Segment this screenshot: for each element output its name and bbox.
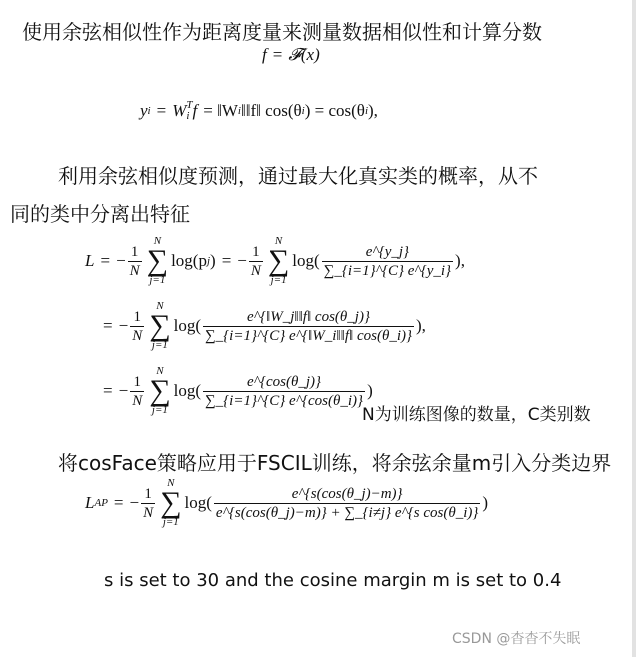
denominator: e^{s(cos(θ_j)−m)} + ∑_{i≠j} e^{s cos(θ_i)}: [215, 504, 479, 521]
eq-y-f: f: [192, 101, 198, 120]
loss-eq: =: [103, 381, 113, 400]
sum: N ∑ j=1: [267, 235, 290, 286]
sum-top: N: [156, 365, 164, 377]
numerator: 1: [133, 373, 141, 390]
sum-bottom: j=1: [162, 516, 179, 528]
sum: N ∑ j=1: [149, 300, 171, 351]
sum: N ∑ j=1: [149, 365, 171, 416]
lap-sub: AP: [94, 497, 108, 509]
denominator: N: [132, 392, 143, 409]
loss-minus: −: [129, 493, 140, 512]
denominator: N: [132, 327, 143, 344]
eq-y-sub5: i: [364, 105, 368, 117]
denominator: N: [129, 262, 140, 279]
eq-y-sub3: i: [237, 105, 241, 117]
numerator: 1: [252, 243, 260, 260]
sum-top: N: [153, 235, 162, 247]
sum-bottom: j=1: [151, 404, 168, 416]
lap-L: L: [85, 493, 95, 512]
eq-f-eq: =: [272, 45, 283, 64]
sum: N ∑ j=1: [160, 477, 182, 528]
equation-y: [140, 100, 378, 122]
loss-eq: =: [103, 316, 113, 335]
log-open: log(: [173, 381, 201, 400]
eq-f-rhs: 𝓕(x): [288, 45, 320, 64]
note-n-c: N为训练图像的数量，C类别数: [362, 405, 591, 425]
params-line: s is set to 30 and the cosine margin m is set to 0.4: [104, 570, 562, 591]
watermark: CSDN @杳杳不失眠: [452, 631, 581, 647]
log-open: log(: [184, 493, 212, 512]
eq-y-rest4: ),: [368, 101, 378, 120]
numerator: e^{s(cos(θ_j)−m)}: [291, 485, 403, 502]
frac-1-over-N: [130, 308, 144, 345]
paragraph-line-2: 同的类中分离出特征: [10, 202, 190, 226]
eq-y-W: W: [172, 101, 187, 120]
eq-y-rest2: ‖‖f‖ cos(θ: [240, 101, 302, 120]
sum-bottom: j=1: [270, 274, 287, 286]
close: ): [367, 381, 373, 400]
log-open: log(: [173, 316, 201, 335]
denominator: N: [143, 504, 154, 521]
denominator: ∑_{i=1}^{C} e^{cos(θ_i)}: [204, 392, 364, 409]
eq-f-lhs: f: [262, 45, 267, 64]
scrollbar[interactable]: [632, 0, 636, 657]
loss-line-3: [103, 366, 373, 416]
sum-top: N: [167, 477, 175, 489]
paragraph-line-1: 利用余弦相似度预测，通过最大化真实类的概率，从不: [58, 164, 538, 188]
eq-y-rest3: ) = cos(θ: [304, 101, 365, 120]
heading: 使用余弦相似性作为距离度量来测量数据相似性和计算分数: [22, 20, 542, 44]
close: ),: [415, 316, 426, 335]
close: ): [482, 493, 489, 512]
eq-y-supT: T: [186, 99, 193, 111]
numerator: 1: [144, 485, 152, 502]
denominator: ∑_{i=1}^{C} e^{‖W_i‖‖f‖ cos(θ_i)}: [204, 327, 412, 344]
sum-top: N: [274, 235, 283, 247]
loss-ap: [85, 478, 488, 528]
frac-1-over-N: [141, 485, 155, 522]
frac-1-over-N: [128, 243, 142, 280]
loss-minus: −: [116, 251, 126, 270]
eq-y-rest: = ‖W: [203, 101, 238, 120]
sub-j: j: [206, 255, 211, 267]
eq-y-sub4: i: [301, 105, 305, 117]
paren: ): [210, 251, 216, 270]
denominator: ∑_{i=1}^{C} e^{y_i}: [323, 262, 452, 279]
loss-eq: =: [113, 493, 124, 512]
loss-L: L: [85, 251, 95, 270]
loss-line-1: [85, 236, 465, 286]
eq-y-sub: i: [147, 105, 151, 117]
loss-minus: −: [118, 381, 129, 400]
loss-line-2: [103, 301, 426, 351]
numerator: e^{y_j}: [365, 243, 410, 260]
frac-1-over-N: [130, 373, 144, 410]
log-pj: log(p: [171, 251, 207, 270]
frac-softmax-2: [203, 308, 414, 345]
loss-eq: =: [221, 251, 232, 270]
frac-1-over-N: [249, 243, 263, 280]
loss-minus: −: [118, 316, 129, 335]
frac-softmax-3: [203, 373, 365, 410]
eq-y-sub2: i: [186, 110, 190, 122]
numerator: 1: [130, 243, 139, 260]
frac-softmax-1: [322, 243, 453, 280]
numerator: 1: [133, 308, 141, 325]
log-open: log(: [292, 251, 320, 270]
frac-cosface: [214, 485, 481, 522]
sum: N ∑ j=1: [146, 235, 169, 286]
sum-bottom: j=1: [151, 339, 168, 351]
numerator: e^{‖W_j‖‖f‖ cos(θ_j)}: [247, 308, 370, 325]
denominator: N: [250, 262, 261, 279]
numerator: e^{cos(θ_j)}: [247, 373, 322, 390]
equation-f: [262, 45, 320, 65]
loss-minus: −: [237, 251, 247, 270]
loss-eq: =: [100, 251, 111, 270]
eq-y-y: y: [140, 101, 148, 120]
sum-top: N: [156, 300, 164, 312]
close: ),: [455, 251, 465, 270]
sum-bottom: j=1: [149, 274, 166, 286]
eq-y-eq: =: [156, 101, 167, 120]
cosface-line: 将cosFace策略应用于FSCIL训练，将余弦余量m引入分类边界: [58, 451, 612, 475]
